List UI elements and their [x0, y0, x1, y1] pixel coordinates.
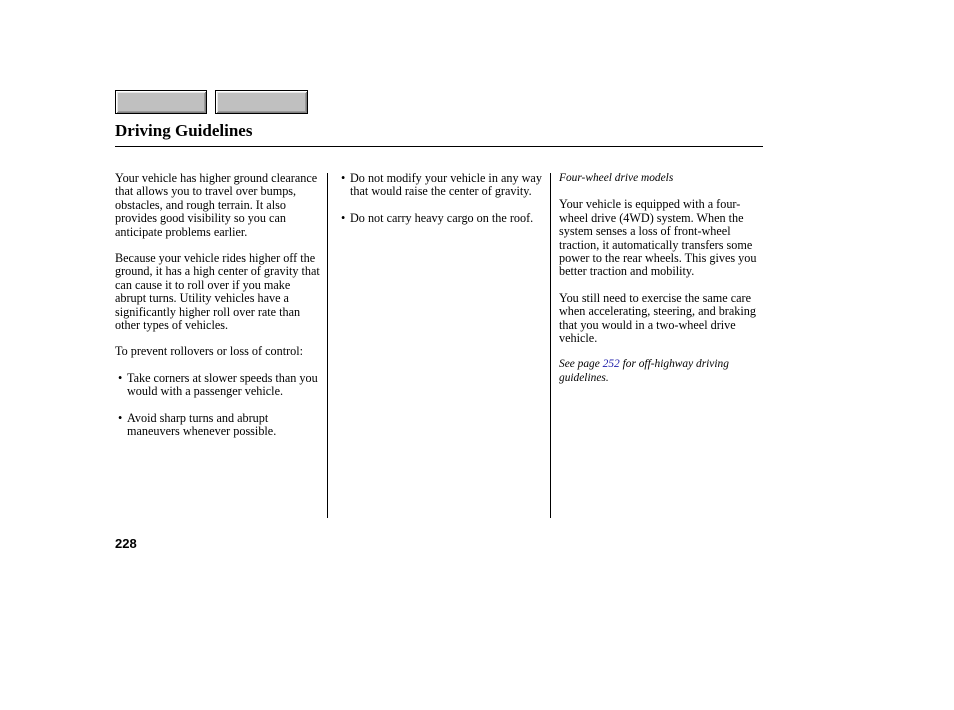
bullet-text: Do not carry heavy cargo on the roof. [350, 210, 534, 225]
previous-page-button[interactable] [115, 90, 207, 114]
paragraph-ground-clearance: Your vehicle has higher ground clearance that allows you to travel over bumps, obstacles, and rough terrain. It also provides good visibility so you can anticipate problems earlier. [115, 171, 318, 239]
page-number: 228 [115, 536, 137, 551]
bullet-icon: • [118, 370, 123, 385]
bullet-icon: • [341, 171, 346, 185]
bullet-icon: • [341, 210, 346, 225]
page-252-link[interactable]: 252 [602, 358, 620, 371]
page-title: Driving Guidelines [115, 121, 253, 140]
bullet-text: Avoid sharp turns and abrupt maneuvers whenever possible. [127, 410, 277, 439]
column-divider-2 [550, 173, 551, 518]
bullet-item [340, 172, 542, 199]
bullet-text: Do not modify your vehicle in any way that would raise the center of gravity. [350, 171, 542, 199]
bullet-icon: • [118, 410, 123, 425]
bullet-item [340, 212, 542, 225]
column-left [115, 172, 321, 452]
title-divider [115, 146, 763, 147]
column-right [559, 172, 764, 398]
see-page-suffix: for off-highway driving guidelines. [559, 358, 729, 384]
see-page-prefix: See page [559, 358, 603, 371]
next-page-button[interactable] [215, 90, 308, 114]
paragraph-exercise-care: You still need to exercise the same care when accelerating, steering, and braking that you would in a two-wheel drive vehicle. [559, 290, 756, 346]
column-divider-1 [327, 173, 328, 518]
see-page-reference [559, 358, 764, 385]
bullet-item [115, 412, 321, 439]
paragraph-center-of-gravity: Because your vehicle rides higher off the ground, it has a high center of gravity that can cause it to roll over if you make abrupt turns. Utility vehicles have a significantly higher roll over rate than other types of vehicles. [115, 251, 320, 333]
paragraph-prevent-rollovers: To prevent rollovers or loss of control: [115, 344, 304, 359]
subheading-four-wheel-drive: Four-wheel drive models [559, 172, 674, 184]
column-middle [340, 172, 542, 238]
bullet-text: Take corners at slower speeds than you would with a passenger vehicle. [127, 370, 318, 399]
paragraph-4wd-system: Your vehicle is equipped with a four-wheel drive (4WD) system. When the system senses a loss of front-wheel traction, it automatically transfers some power to the rear wheels. This gives you better traction and mobility. [559, 197, 757, 279]
bullet-item [115, 372, 321, 399]
